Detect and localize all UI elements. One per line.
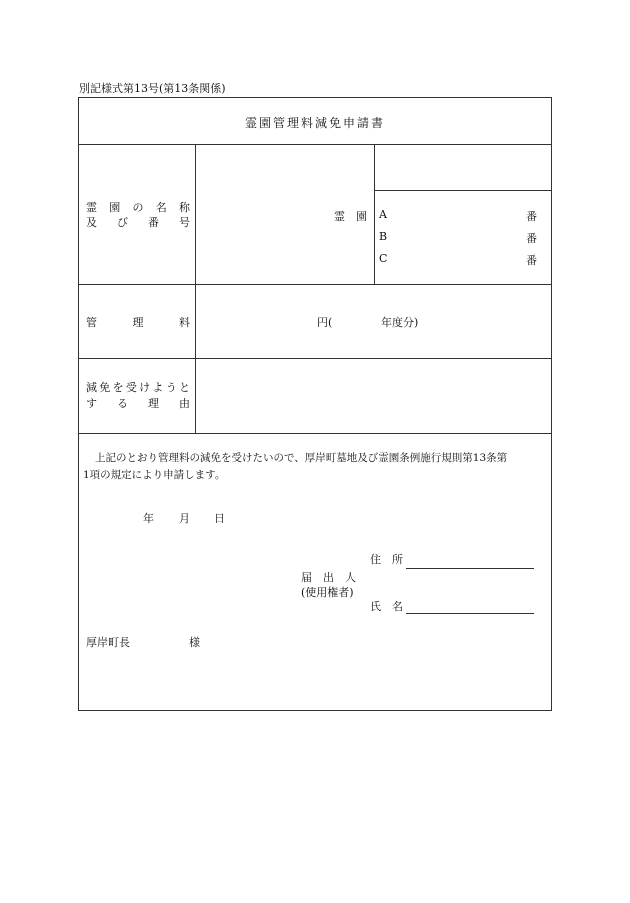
fee-year-text: 年度分) (381, 316, 419, 329)
statement-text: 上記のとおり管理料の減免を受けたいので、厚岸町墓地及び霊園条例施行規則第13条第 (95, 452, 508, 464)
plot-number-row[interactable]: A 番 (379, 208, 537, 223)
row-divider (79, 144, 551, 145)
address-field[interactable] (406, 568, 534, 569)
management-fee-field[interactable] (196, 286, 550, 357)
plot-number-row[interactable]: C 番 (379, 252, 537, 267)
row-divider (374, 190, 551, 191)
cemetery-suffix-label: 霊 園 (334, 210, 367, 223)
fee-yen-text: 円( (317, 316, 333, 329)
name-label: 氏 名 (370, 600, 403, 613)
addressee-mayor: 厚岸町長 (86, 636, 130, 649)
row-divider (79, 433, 551, 434)
addressee-honorific: 様 (189, 636, 200, 649)
management-fee-label: 管 理 料 (86, 316, 190, 329)
address-label: 住 所 (370, 553, 403, 566)
statement-text: 1項の規定により申請します。 (83, 469, 226, 481)
name-field[interactable] (406, 613, 534, 614)
application-form (78, 97, 552, 711)
cemetery-name-label: 霊 園 の 名 称 (86, 201, 190, 214)
form-number-label: 別記様式第13号(第13条関係) (79, 82, 226, 95)
applicant-sublabel: (使用権者) (301, 586, 354, 599)
row-divider (79, 284, 551, 285)
date-day: 日 (214, 512, 225, 525)
form-title: 霊園管理料減免申請書 (244, 116, 385, 130)
date-month: 月 (179, 512, 190, 525)
plot-number-row[interactable]: B 番 (379, 230, 537, 245)
date-year: 年 (143, 512, 154, 525)
reason-label: す る 理 由 (86, 397, 190, 410)
cemetery-name-field[interactable] (196, 146, 373, 283)
reason-field[interactable] (196, 360, 550, 432)
applicant-label: 届 出 人 (301, 571, 356, 584)
cemetery-number-label: 及 び 番 号 (86, 216, 190, 229)
column-divider (374, 144, 375, 284)
reason-label: 減 免 を 受 け よ う と (86, 381, 190, 394)
row-divider (79, 358, 551, 359)
